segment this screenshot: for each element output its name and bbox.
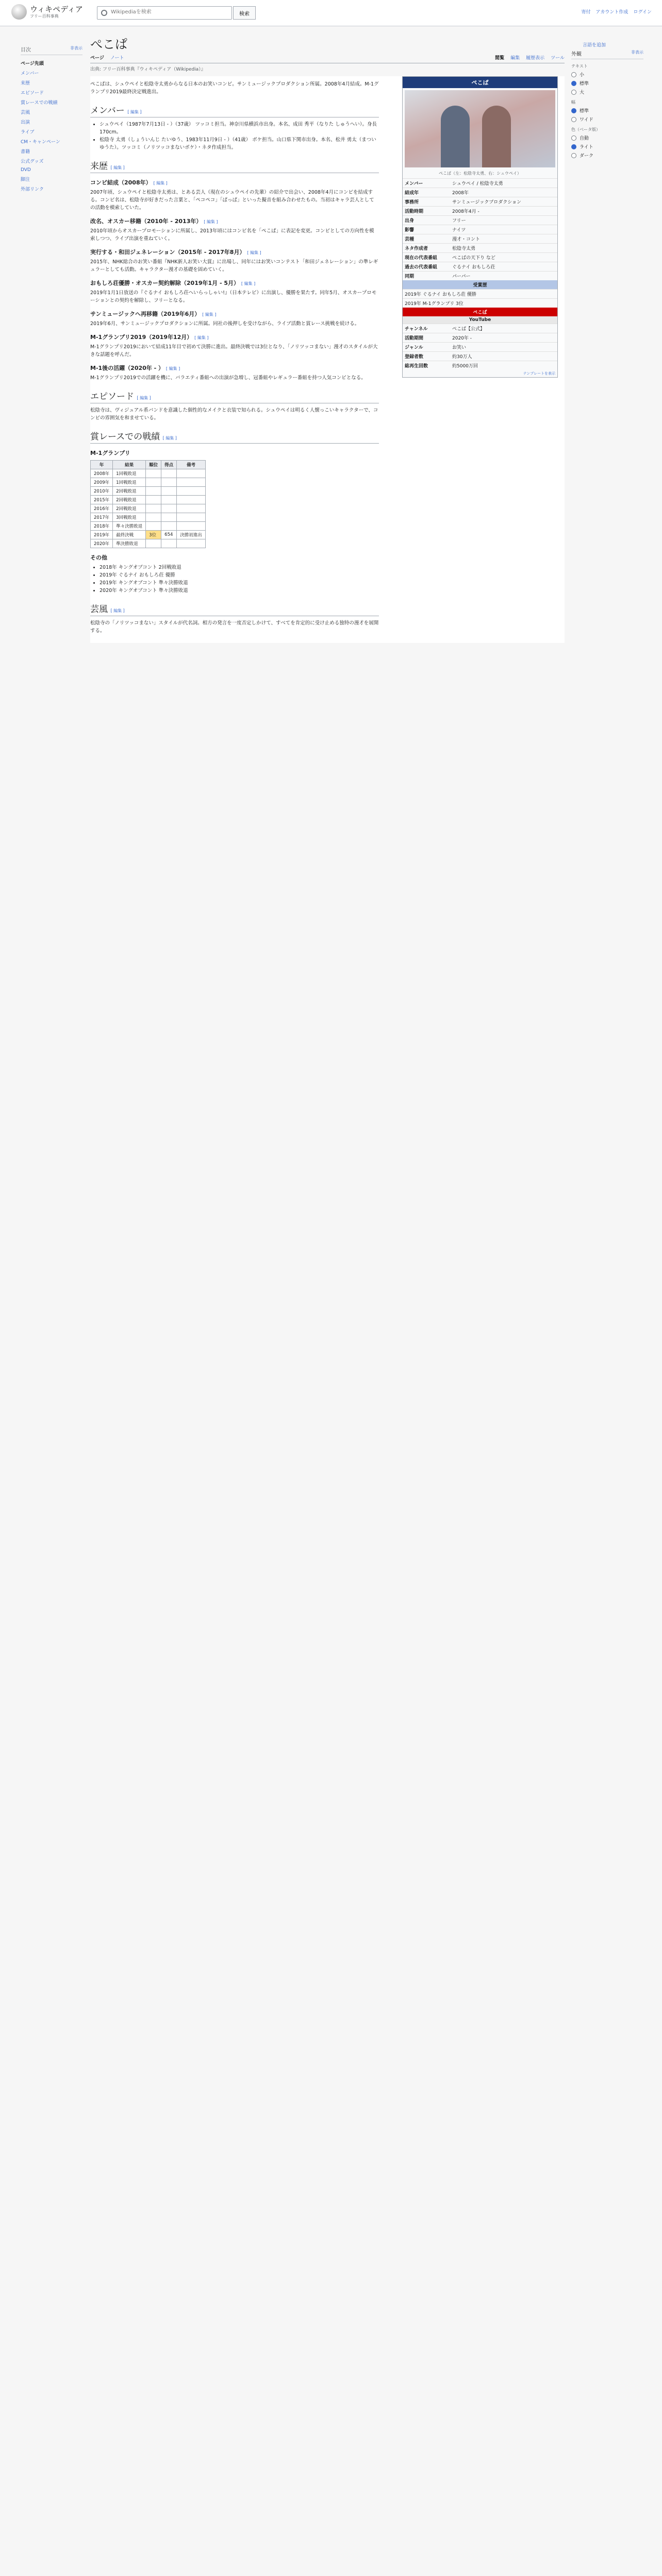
login-link[interactable]: ログイン bbox=[633, 10, 652, 15]
language-button[interactable]: 言語を追加 bbox=[582, 43, 606, 48]
history-paragraph: M-1グランプリ2019において結成11年目で初めて決勝に進出。最終決戦では3位となり、「ノリツッコまない」漫才のスタイルが大きな話題を呼んだ。 bbox=[90, 344, 378, 358]
search-button[interactable]: 検索 bbox=[233, 6, 256, 20]
infobox-key: ジャンル bbox=[405, 345, 423, 350]
table-cell: 2015年 bbox=[91, 496, 113, 504]
edit-link[interactable]: [ 編集 ] bbox=[194, 335, 209, 340]
table-cell: 2回戦敗退 bbox=[113, 487, 146, 496]
width-label: 幅 bbox=[571, 100, 575, 105]
radio-icon bbox=[571, 144, 576, 149]
person-silhouette bbox=[482, 106, 511, 167]
infobox-value: 2020年 - bbox=[452, 336, 472, 341]
infobox-value: 約30万人 bbox=[452, 354, 472, 360]
edit-link[interactable]: [ 編集 ] bbox=[247, 250, 261, 255]
toc-hide-button[interactable]: 非表示 bbox=[70, 46, 82, 50]
infobox-key: ネタ作成者 bbox=[405, 246, 428, 251]
records-heading: 賞レースでの戦績 [ 編集 ] bbox=[90, 429, 379, 444]
toc-list bbox=[21, 58, 82, 194]
table-cell bbox=[146, 496, 161, 504]
list-item: • 2019年 キングオブコント 準々決勝敗退 bbox=[100, 579, 379, 587]
intro-paragraph: ぺこぱは、シュウペイと松陰寺太勇からなる日本のお笑いコンビ。サンミュージックプロダクション所属。2008年4月結成。M-1グランプリ2019最終決定戦進出。 bbox=[90, 81, 379, 95]
table-row bbox=[91, 478, 206, 487]
award-row bbox=[403, 298, 557, 308]
infobox-key: 活動時期 bbox=[405, 209, 424, 214]
width-options bbox=[571, 107, 643, 123]
table-cell bbox=[146, 478, 161, 487]
awards-list bbox=[403, 289, 557, 308]
table-cell: 2018年 bbox=[91, 522, 113, 531]
table-cell: 3回戦敗退 bbox=[113, 513, 146, 522]
radio-label: 大 bbox=[580, 90, 585, 95]
history-paragraph: 2019年1月1日放送の『ぐるナイ おもしろ荘へいらっしゃい!』（日本テレビ）に出演し、優勝を果たす。同年5月、オスカープロモーションとの契約を解除し、フリーとなる。 bbox=[90, 290, 377, 303]
radio-icon bbox=[571, 81, 576, 86]
table-cell: 2020年 bbox=[91, 539, 113, 548]
members-heading: メンバー [ 編集 ] bbox=[90, 103, 379, 117]
duo-photo bbox=[405, 90, 555, 167]
subheading-title: M-1グランプリ2019（2019年12月） bbox=[90, 334, 193, 341]
infobox-value: 約5000万回 bbox=[452, 364, 478, 369]
appearance-hide-button[interactable]: 非表示 bbox=[631, 50, 643, 55]
table-cell bbox=[177, 487, 206, 496]
toc-item[interactable]: CM・キャンペーン bbox=[21, 140, 60, 145]
style-text: 松陰寺の「ノリツッコまない」スタイルが代名詞。相方の発言を一度否定しかけて、すべてを肯定的に受け止める独特の漫才を展開する。 bbox=[90, 620, 379, 634]
table-row bbox=[91, 522, 206, 531]
infobox-row bbox=[403, 252, 557, 262]
infobox-title: ぺこぱ bbox=[403, 77, 557, 88]
toc-item[interactable]: 公式グッズ bbox=[21, 159, 44, 164]
radio-option[interactable] bbox=[571, 80, 643, 87]
infobox-key: 同期 bbox=[405, 274, 415, 279]
infobox-value: 2008年 bbox=[452, 191, 469, 196]
edit-link[interactable]: [ 編集 ] bbox=[166, 366, 180, 371]
table-cell: 2009年 bbox=[91, 478, 113, 487]
table-cell bbox=[177, 522, 206, 531]
infobox-row bbox=[403, 271, 557, 280]
table-cell: 決勝初進出 bbox=[177, 531, 206, 539]
infobox-value: お笑い bbox=[452, 345, 467, 350]
tab-tools[interactable]: ツール bbox=[551, 56, 565, 61]
toc-item[interactable]: DVD bbox=[21, 167, 31, 173]
table-cell bbox=[177, 513, 206, 522]
history-paragraph: 2015年、NHK総合のお笑い番組『NHK新人お笑い大賞』に出場し、同年にはお笑いコンテスト「和田ジェネレーション」の準レギュラーとしても活動。キャラクター漫才の基礎を固めていく。 bbox=[90, 259, 378, 273]
list-item: • 2019年 ぐるナイ おもしろ荘 優勝 bbox=[100, 571, 379, 579]
column-header: 得点 bbox=[161, 461, 177, 469]
table-row bbox=[91, 504, 206, 513]
infobox-key: 事務所 bbox=[405, 200, 419, 205]
column-header: 結果 bbox=[113, 461, 146, 469]
table-cell bbox=[161, 504, 177, 513]
award-text: 2019年 ぐるナイ おもしろ荘 優勝 bbox=[405, 292, 476, 297]
table-cell: 654 bbox=[161, 531, 177, 539]
history-subheading bbox=[90, 178, 379, 187]
style-heading: 芸風 [ 編集 ] bbox=[90, 602, 379, 616]
member-item: • 松陰寺 太勇（しょういんじ たいゆう、1983年11月9日 - ）（41歳） ボケ担当。山口県下関市出身。本名、松井 勇太（まつい ゆうた）。ツッコミ（ノリツッコまないボケ）・ネタ作成担当。 bbox=[100, 136, 379, 151]
infobox-value: ぺこぱ【公式】 bbox=[452, 327, 485, 332]
toc-item[interactable]: エピソード bbox=[21, 91, 44, 96]
infobox-rows bbox=[403, 178, 557, 280]
infobox-row bbox=[403, 361, 557, 370]
infobox-value: フリー bbox=[452, 218, 466, 224]
site-header bbox=[0, 0, 662, 26]
infobox-value: ぐるナイ おもしろ荘 bbox=[452, 265, 495, 270]
table-cell: 2008年 bbox=[91, 469, 113, 478]
infobox-row bbox=[403, 262, 557, 271]
table-cell bbox=[146, 469, 161, 478]
table-cell: 2017年 bbox=[91, 513, 113, 522]
award-text: 2019年 M-1グランプリ 3位 bbox=[405, 301, 464, 307]
appearance-heading: 外観 非表示 bbox=[571, 49, 643, 59]
donate-link[interactable]: 寄付 bbox=[581, 10, 591, 15]
table-cell: 3位 bbox=[146, 531, 161, 539]
globe-icon bbox=[11, 4, 27, 20]
edit-link[interactable]: [ 編集 ] bbox=[137, 396, 151, 400]
table-cell: 最終決戦 bbox=[113, 531, 146, 539]
infobox-key: 登録者数 bbox=[405, 354, 424, 360]
table-cell bbox=[161, 539, 177, 548]
color-label: 色（ベータ版） bbox=[571, 127, 600, 132]
person-silhouette bbox=[441, 106, 470, 167]
infobox-value: 漫才・コント bbox=[452, 237, 481, 242]
infobox-key: 活動期間 bbox=[405, 336, 424, 341]
history-subheading bbox=[90, 217, 379, 225]
page-tabs bbox=[90, 54, 565, 63]
table-cell bbox=[146, 504, 161, 513]
edit-link[interactable]: [ 編集 ] bbox=[241, 281, 256, 286]
infobox-key: チャンネル bbox=[405, 327, 428, 332]
toc-item[interactable]: メンバー bbox=[21, 71, 39, 76]
table-row bbox=[91, 469, 206, 478]
table-cell bbox=[161, 522, 177, 531]
edit-link[interactable]: [ 編集 ] bbox=[204, 219, 218, 224]
radio-option[interactable] bbox=[571, 107, 643, 114]
infobox-key: 過去の代表番組 bbox=[405, 265, 438, 270]
radio-option[interactable] bbox=[571, 134, 643, 141]
table-cell: 2019年 bbox=[91, 531, 113, 539]
infobox-value: シュウペイ / 松陰寺太勇 bbox=[452, 181, 503, 187]
search-box bbox=[97, 6, 232, 20]
m1-table bbox=[90, 460, 206, 548]
award-row bbox=[403, 289, 557, 298]
table-cell bbox=[177, 504, 206, 513]
history-subheading bbox=[90, 364, 379, 372]
column-header: 順位 bbox=[146, 461, 161, 469]
infobox-row bbox=[403, 324, 557, 333]
page-title: ぺこぱ bbox=[90, 37, 127, 52]
wikipedia-logo[interactable] bbox=[11, 4, 83, 20]
table-cell: 1回戦敗退 bbox=[113, 478, 146, 487]
column-header: 備考 bbox=[177, 461, 206, 469]
toc-item[interactable]: 賞レースでの戦績 bbox=[21, 100, 58, 106]
infobox-key: 芸種 bbox=[405, 237, 415, 242]
infobox-key: メンバー bbox=[405, 181, 423, 187]
table-cell bbox=[161, 469, 177, 478]
episodes-text: 松陰寺は、ヴィジュアル系バンドを意識した個性的なメイクと衣装で知られる。シュウペイは明るく人懐っこいキャラクターで、コンビの雰囲気を和ませている。 bbox=[90, 408, 378, 421]
infobox-row bbox=[403, 225, 557, 234]
table-row bbox=[91, 487, 206, 496]
table-cell bbox=[177, 539, 206, 548]
radio-label: ライト bbox=[580, 145, 593, 150]
table-row bbox=[91, 531, 206, 539]
history-paragraph: 2010年頃からオスカープロモーションに所属し、2013年頃にはコンビ名を「ぺこぱ」に表記を変更。コンビとしての方向性を模索しつつ、ライブ出演を重ねていく。 bbox=[90, 228, 374, 242]
infobox-row bbox=[403, 351, 557, 361]
appearance-panel bbox=[571, 49, 643, 161]
radio-label: 自動 bbox=[580, 136, 589, 141]
table-cell: 2回戦敗退 bbox=[113, 496, 146, 504]
edit-link[interactable]: [ 編集 ] bbox=[202, 312, 217, 317]
table-cell bbox=[161, 478, 177, 487]
tab-talk[interactable]: ノート bbox=[110, 56, 124, 61]
radio-label: 標準 bbox=[580, 109, 589, 114]
table-cell: 2010年 bbox=[91, 487, 113, 496]
radio-icon bbox=[571, 90, 576, 95]
radio-option[interactable] bbox=[571, 143, 643, 150]
infobox-value: ぺこぱの天下り など bbox=[452, 256, 495, 261]
radio-label: 標準 bbox=[580, 81, 589, 87]
infobox-value: ナイツ bbox=[452, 228, 466, 233]
subheading-title: 改名、オスカー移籍（2010年 - 2013年） bbox=[90, 218, 202, 225]
history-subheading bbox=[90, 333, 379, 341]
history-subheading bbox=[90, 248, 379, 256]
list-item: • 2020年 キングオブコント 準々決勝敗退 bbox=[100, 587, 379, 595]
radio-option[interactable] bbox=[571, 71, 643, 78]
table-cell bbox=[146, 539, 161, 548]
user-nav bbox=[582, 8, 652, 15]
search-icon bbox=[101, 10, 107, 16]
history-heading: 来歴 [ 編集 ] bbox=[90, 159, 379, 173]
radio-icon bbox=[571, 108, 576, 113]
infobox-row bbox=[403, 206, 557, 215]
members-list bbox=[100, 121, 379, 151]
infobox-row bbox=[403, 243, 557, 252]
subheading-title: サンミュージックへ再移籍（2019年6月） bbox=[90, 311, 201, 317]
list-item: • 2018年 キングオブコント 2回戦敗退 bbox=[100, 564, 379, 571]
site-title: ウィキペディア bbox=[30, 4, 83, 14]
infobox-row bbox=[403, 215, 557, 225]
subheading-title: おもしろ荘優勝・オスカー契約解除（2019年1月 - 5月） bbox=[90, 280, 240, 286]
edit-link[interactable]: [ 編集 ] bbox=[162, 436, 177, 440]
infobox-value: 松陰寺太勇 bbox=[452, 246, 476, 251]
history-paragraph: M-1グランプリ2019での活躍を機に、バラエティ番組への出演が急増し、冠番組やレギュラー番組を持つ人気コンビとなる。 bbox=[90, 375, 366, 381]
infobox-row bbox=[403, 333, 557, 342]
infobox-row bbox=[403, 178, 557, 188]
toc-item[interactable]: ライブ bbox=[21, 130, 35, 135]
table-row bbox=[91, 513, 206, 522]
history-sections bbox=[90, 178, 379, 382]
radio-icon bbox=[571, 72, 576, 77]
table-cell bbox=[177, 496, 206, 504]
infobox-row bbox=[403, 234, 557, 243]
table-cell bbox=[161, 513, 177, 522]
tab-read[interactable]: 閲覧 bbox=[495, 56, 505, 61]
from-line: 出典: フリー百科事典『ウィキペディア（Wikipedia）』 bbox=[90, 67, 206, 72]
youtube-heading: ぺこぱ bbox=[403, 308, 557, 316]
table-cell: 2回戦敗退 bbox=[113, 504, 146, 513]
radio-icon bbox=[571, 153, 576, 158]
infobox-value: 2008年4月 - bbox=[452, 209, 479, 214]
radio-label: ワイド bbox=[580, 117, 593, 123]
table-row bbox=[91, 539, 206, 548]
toc-item[interactable]: 来歴 bbox=[21, 81, 30, 86]
infobox-key: 現在の代表番組 bbox=[405, 256, 438, 261]
radio-icon bbox=[571, 135, 576, 141]
infobox-key: 総再生回数 bbox=[405, 364, 428, 369]
edit-link[interactable]: [ 編集 ] bbox=[127, 110, 142, 114]
toc-item[interactable]: 脚注 bbox=[21, 177, 30, 182]
youtube-rows bbox=[403, 324, 557, 370]
radio-label: ダーク bbox=[580, 154, 594, 159]
tab-edit[interactable]: 編集 bbox=[510, 56, 520, 61]
radio-option[interactable] bbox=[571, 89, 643, 95]
episodes-heading: エピソード [ 編集 ] bbox=[90, 389, 379, 403]
text-size-label: テキスト bbox=[571, 64, 588, 69]
color-options bbox=[571, 134, 643, 159]
subheading-title: M-1後の活躍（2020年 - ） bbox=[90, 365, 164, 371]
radio-option[interactable] bbox=[571, 152, 643, 159]
subheading-title: 実行する・和田ジェネレーション（2015年 - 2017年8月） bbox=[90, 249, 245, 256]
photo-caption: ぺこぱ（左：松陰寺太勇、右：シュウペイ） bbox=[439, 171, 521, 176]
infobox-value: サンミュージックプロダクション bbox=[452, 200, 522, 205]
create-account-link[interactable]: アカウント作成 bbox=[595, 10, 628, 15]
youtube-subheading: YouTube bbox=[403, 316, 557, 324]
radio-option[interactable] bbox=[571, 116, 643, 123]
subheading-title: コンビ結成（2008年） bbox=[90, 179, 152, 186]
edit-link[interactable]: [ 編集 ] bbox=[110, 608, 125, 613]
awards-heading: 受賞歴 bbox=[403, 280, 557, 289]
infobox-key: 影響 bbox=[405, 228, 415, 233]
toc-heading: 目次 非表示 bbox=[21, 45, 82, 55]
toc-item[interactable]: 書籍 bbox=[21, 149, 30, 155]
infobox-row bbox=[403, 197, 557, 206]
history-subheading bbox=[90, 279, 379, 287]
member-item: • シュウペイ（1987年7月13日 - ）（37歳） ツッコミ担当。神奈川県横浜市出身。本名、成田 秀平（なりた しゅうへい）。身長170cm。 bbox=[100, 121, 379, 136]
table-cell bbox=[161, 496, 177, 504]
table-cell bbox=[177, 478, 206, 487]
infobox-row bbox=[403, 342, 557, 351]
text-size-options bbox=[571, 71, 643, 95]
infobox-value: パーパー bbox=[452, 274, 471, 279]
site-subtitle: フリー百科事典 bbox=[30, 13, 59, 19]
tab-history[interactable]: 履歴表示 bbox=[526, 56, 545, 61]
template-link[interactable]: テンプレートを表示 bbox=[523, 371, 555, 376]
radio-label: 小 bbox=[580, 73, 585, 78]
table-cell bbox=[146, 522, 161, 531]
tab-page[interactable]: ページ bbox=[90, 56, 104, 61]
history-paragraph: 2019年6月、サンミュージックプロダクションに所属。同社の後押しを受けながら、ライブ活動と賞レース挑戦を続ける。 bbox=[90, 321, 360, 327]
edit-link[interactable]: [ 編集 ] bbox=[110, 165, 125, 170]
table-cell: 準々決勝敗退 bbox=[113, 522, 146, 531]
column-header: 年 bbox=[91, 461, 113, 469]
other-records-list bbox=[100, 564, 379, 595]
toc-item[interactable]: 芸風 bbox=[21, 110, 30, 115]
infobox-row bbox=[403, 188, 557, 197]
edit-link[interactable]: [ 編集 ] bbox=[153, 181, 168, 185]
table-cell bbox=[177, 469, 206, 478]
table-row bbox=[91, 496, 206, 504]
history-subheading bbox=[90, 310, 379, 318]
table-cell bbox=[146, 513, 161, 522]
infobox bbox=[402, 76, 558, 378]
table-cell: 準決勝敗退 bbox=[113, 539, 146, 548]
history-paragraph: 2007年頃、シュウペイと松陰寺太勇は、とある芸人（現在のシュウペイの先輩）の紹介で出会い、2008年4月にコンビを結成する。コンビ名は、松陰寺が好きだった言葉と、「ペコペコ」「ぱっぱ」といった擬音を組み合わせたもの。当初はキャラ芸人としての活動を模索していた。 bbox=[90, 190, 374, 211]
toc-sidebar bbox=[21, 45, 82, 194]
infobox-key: 結成年 bbox=[405, 191, 419, 196]
table-cell bbox=[161, 487, 177, 496]
search-input[interactable] bbox=[110, 9, 220, 15]
toc-item[interactable]: ページ先頭 bbox=[21, 61, 44, 66]
radio-icon bbox=[571, 117, 576, 122]
table-cell: 1回戦敗退 bbox=[113, 469, 146, 478]
toc-item[interactable]: 外部リンク bbox=[21, 187, 44, 192]
toc-item[interactable]: 出演 bbox=[21, 120, 30, 125]
table-cell: 2016年 bbox=[91, 504, 113, 513]
table-cell bbox=[146, 487, 161, 496]
m1-subheading: M-1グランプリ bbox=[90, 450, 130, 456]
other-subheading: その他 bbox=[90, 554, 107, 561]
infobox-key: 出身 bbox=[405, 218, 415, 224]
